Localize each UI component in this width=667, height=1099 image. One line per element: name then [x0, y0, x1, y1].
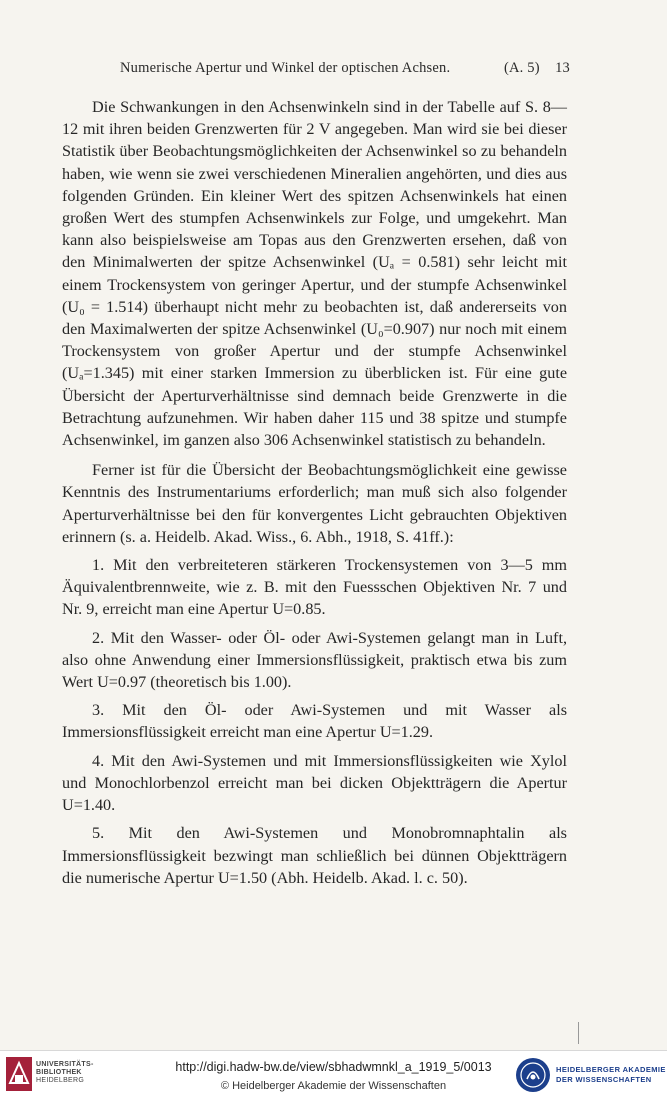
list-item-5: 5. Mit den Awi-Systemen und Monobromnaphtalin als Immersionsflüssigkeit bezwingt man schließlich bei dünnen Objektträgern die numerische Apertur U=1.50 (Abh. Heidelb. Akad. l. c. 50).: [62, 824, 567, 887]
header-section: (A. 5): [503, 60, 540, 76]
list-item-1: 1. Mit den verbreiteteren stärkeren Trockensystemen von 3—5 mm Äquivalentbrennweite, wie z. B. mit den Fuessschen Objektiven Nr. 7 und Nr. 9, erreicht man eine Apertur U=0.85.: [62, 556, 567, 619]
academy-label: [556, 1065, 666, 1085]
academy-label-line1: HEIDELBERGER AKADEMIE: [556, 1065, 666, 1074]
ub-label-line3: HEIDELBERG: [36, 1077, 85, 1084]
ub-label-line1: UNIVERSITÄTS-: [36, 1061, 94, 1068]
list-item-2: 2. Mit den Wasser- oder Öl- oder Awi-Systemen gelangt man in Luft, also ohne Anwendung einer Immersionsflüssigkeit, praktisch etwa bis zum Wert U=0.97 (theoretisch bis 1.00).: [62, 628, 567, 692]
academy-label-line2: DER WISSENSCHAFTEN: [556, 1075, 652, 1084]
scan-mark: [578, 1022, 579, 1044]
paragraph-2: Ferner ist für die Übersicht der Beobachtungsmöglichkeit eine gewisse Kenntnis des Instrumentariums erforderlich; man muß sich also folgender Aperturverhältnisse bei den für konvergentes Licht gebrauchten Objektiven erinnern (s. a. Heidelb. Akad. Wiss., 6. Abh., 1918, S. 41ff.):: [62, 461, 567, 546]
body-text: [62, 96, 567, 889]
academy-seal-icon[interactable]: [515, 1057, 551, 1093]
permalink[interactable]: http://digi.hadw-bw.de/view/sbhadwmnkl_a_1919_5/0013: [175, 1060, 492, 1074]
paragraph-1: Die Schwankungen in den Achsenwinkeln sind in der Tabelle auf S. 8—12 mit ihren beiden Grenzwerten für 2 V angegeben. Man wird sie bei dieser Statistik über Beobachtungsmöglichkeiten der Achsenwinkel so zu behandeln haben, wie wenn sie zwei verschiedenen Mineralien angehörten, und dies aus folgenden Gründen. Ein kleiner Wert des spitzen Achsenwinkels hat einen großen Wert des stumpfen Achsenwinkels zur Folge, und umgekehrt. Man kann also beispielsweise am Topas aus den Grenzwerten ersehen, daß von den Minimalwerten der spitze Achsenwinkel (Uₐ = 0.581) sehr leicht mit einem Trockensystem von geringer Apertur, und der stumpfe Achsenwinkel (U₀ = 1.514) überhaupt nicht mehr zu beobachten ist, daß andererseits von den Maximalwerten der spitze Achsenwinkel (U₀=0.907) nur noch mit einem Trockensystem von großer Apertur und der stumpfe Achsenwinkel (Uₐ=1.345) mit einer starken Immersion zu überblicken ist. Für eine gute Übersicht der Aperturverhältnisse sind demnach beide Grenzwerte in die Betrachtung aufzunehmen. Wir haben daher 115 und 38 spitze und stumpfe Achsenwinkel, im ganzen also 306 Achsenwinkel statistisch zu behandeln.: [62, 98, 567, 450]
ub-label-line2: BIBLIOTHEK: [36, 1069, 82, 1076]
running-header: [60, 60, 570, 77]
header-title: Numerische Apertur und Winkel der optischen Achsen.: [120, 60, 451, 76]
page-number: 13: [555, 60, 570, 76]
list-item-4: 4. Mit den Awi-Systemen und mit Immersionsflüssigkeiten wie Xylol und Monochlorbenzol erreicht man bei dicken Objektträgern die Apertur U=1.40.: [62, 751, 567, 815]
viewer-footer: [0, 1050, 667, 1099]
copyright-notice: © Heidelberger Akademie der Wissenschaften: [220, 1080, 447, 1092]
list-item-3: 3. Mit den Öl- oder Awi-Systemen und mit Wasser als Immersionsflüssigkeit erreicht man eine Apertur U=1.29.: [62, 701, 567, 742]
header-right: [504, 60, 570, 77]
